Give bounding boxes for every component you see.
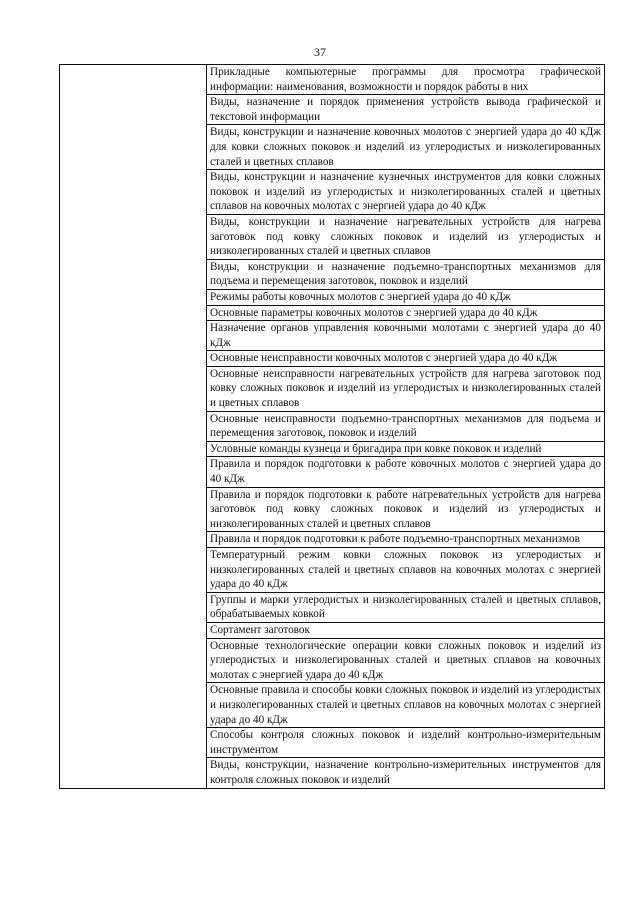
knowledge-item: Виды, конструкции, назначение контрольно-измерительных инструментов для контроля сложных поковок и изделий [207, 758, 605, 788]
knowledge-item: Способы контроля сложных поковок и изделий контрольно-измерительным инструментом [207, 728, 605, 758]
category-cell [60, 65, 207, 789]
knowledge-item: Основные неисправности подъемно-транспортных механизмов для подъема и перемещения заготовок, поковок и изделий [207, 411, 605, 441]
knowledge-item: Основные неисправности нагревательных устройств для нагрева заготовок под ковку сложных поковок и изделий из углеродистых и низколегированных сталей и цветных сплавов [207, 366, 605, 411]
knowledge-table-body [60, 65, 605, 789]
knowledge-item: Правила и порядок подготовки к работе подъемно-транспортных механизмов [207, 532, 605, 548]
knowledge-item: Виды, конструкции и назначение ковочных молотов с энергией удара до 40 кДж для ковки сложных поковок и изделий из углеродистых и низколегированных сталей и цветных сплавов [207, 125, 605, 170]
knowledge-item: Сортамент заготовок [207, 622, 605, 638]
knowledge-item: Виды, конструкции и назначение кузнечных инструментов для ковки сложных поковок и изделий из углеродистых и низколегированных сталей и цветных сплавов на ковочных молотах с энергией удара до 40 кДж [207, 170, 605, 215]
knowledge-item: Правила и порядок подготовки к работе ковочных молотов с энергией удара до 40 кДж [207, 457, 605, 487]
knowledge-item: Назначение органов управления ковочными молотами с энергией удара до 40 кДж [207, 321, 605, 351]
knowledge-item: Условные команды кузнеца и бригадира при ковке поковок и изделий [207, 441, 605, 457]
knowledge-item: Виды, конструкции и назначение нагревательных устройств для нагрева заготовок под ковку сложных поковок и изделий из углеродистых и низколегированных сталей и цветных сплавов [207, 214, 605, 259]
knowledge-item: Режимы работы ковочных молотов с энергией удара до 40 кДж [207, 289, 605, 305]
knowledge-item: Группы и марки углеродистых и низколегированных сталей и цветных сплавов, обрабатываемых ковкой [207, 592, 605, 622]
table-row [60, 65, 605, 95]
knowledge-item: Основные правила и способы ковки сложных поковок и изделий из углеродистых и низколегированных сталей и цветных сплавов на ковочных молотах с энергией удара до 40 кДж [207, 683, 605, 728]
knowledge-item: Виды, конструкции и назначение подъемно-транспортных механизмов для подъема и перемещения заготовок, поковок и изделий [207, 259, 605, 289]
page-number: 37 [314, 45, 326, 59]
knowledge-item: Основные неисправности ковочных молотов с энергией удара до 40 кДж [207, 351, 605, 367]
knowledge-table [59, 64, 605, 789]
knowledge-item: Виды, назначение и порядок применения устройств вывода графической и текстовой информации [207, 95, 605, 125]
knowledge-item: Температурный режим ковки сложных поковок из углеродистых и низколегированных сталей и цветных сплавов на ковочных молотах с энергией удара до 40 кДж [207, 548, 605, 593]
knowledge-item: Основные технологические операции ковки сложных поковок и изделий из углеродистых и низколегированных сталей и цветных сплавов на ковочных молотах с энергией удара до 40 кДж [207, 638, 605, 683]
knowledge-item: Прикладные компьютерные программы для просмотра графической информации: наименования, возможности и порядок работы в них [207, 65, 605, 95]
knowledge-item: Основные параметры ковочных молотов с энергией удара до 40 кДж [207, 305, 605, 321]
knowledge-item: Правила и порядок подготовки к работе нагревательных устройств для нагрева заготовок под ковку сложных поковок и изделий из углеродистых и низколегированных сталей и цветных сплавов [207, 487, 605, 532]
